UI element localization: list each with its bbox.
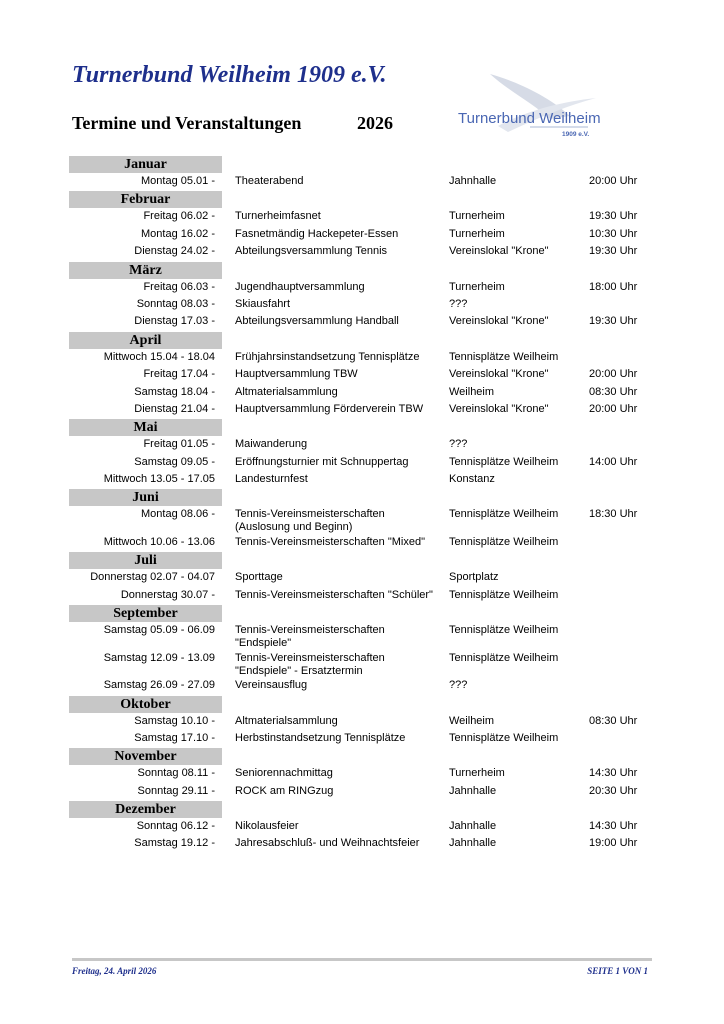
footer-date: Freitag, 24. April 2026: [72, 966, 157, 976]
month-name: Mai: [133, 420, 158, 436]
event-location: Tennisplätze Weilheim: [449, 350, 559, 363]
event-location: Tennisplätze Weilheim: [449, 731, 559, 744]
event-title-line: Abteilungsversammlung Tennis: [235, 245, 388, 258]
month-name: Juli: [134, 553, 157, 569]
event-date: Samstag 05.09 - 06.09: [103, 624, 215, 637]
month-header: [69, 332, 649, 349]
event-date: Sonntag 08.03 -: [136, 297, 215, 310]
event-time: 14:30 Uhr: [589, 820, 638, 833]
month-header: [69, 748, 649, 765]
event-date: Samstag 09.05 -: [134, 455, 215, 468]
event-title-line: Hauptversammlung TBW: [235, 368, 358, 381]
event-location: Sportplatz: [449, 571, 499, 584]
event-location: Vereinslokal "Krone": [449, 368, 549, 381]
event-time: 20:00 Uhr: [589, 368, 638, 381]
event-title-line: ROCK am RINGzug: [235, 784, 334, 797]
event-title-line: Tennis-Vereinsmeisterschaften "Mixed": [235, 535, 426, 548]
event-row: [69, 243, 649, 260]
month-name: Februar: [120, 192, 171, 208]
event-title-line: Tennis-Vereinsmeisterschaften "Schüler": [235, 588, 433, 601]
event-title-line: Herbstinstandsetzung Tennisplätze: [235, 731, 406, 744]
month-name: Dezember: [115, 802, 176, 818]
footer-page-number: SEITE 1 VON 1: [587, 966, 648, 976]
event-date: Mittwoch 15.04 - 18.04: [103, 350, 215, 363]
event-title-line: Theaterabend: [235, 175, 304, 187]
event-row: [69, 622, 649, 650]
month-name: Oktober: [120, 696, 171, 712]
month-section: [69, 489, 649, 551]
event-title-line: Hauptversammlung Förderverein TBW: [235, 402, 424, 415]
event-title-line: Tennis-Vereinsmeisterschaften: [235, 508, 385, 521]
event-date: Sonntag 06.12 -: [136, 820, 215, 833]
event-location: Tennisplätze Weilheim: [449, 624, 559, 637]
event-time: 20:00 Uhr: [589, 402, 638, 415]
event-date: Samstag 10.10 -: [134, 714, 215, 727]
event-title-line: Nikolausfeier: [235, 820, 299, 833]
event-title: [235, 837, 419, 850]
event-date: Samstag 26.09 - 27.09: [103, 679, 215, 692]
event-date: Montag 08.06 -: [141, 508, 215, 521]
event-location: Turnerheim: [449, 210, 505, 223]
event-title: [235, 679, 307, 692]
event-row: [69, 366, 649, 383]
event-location: Tennisplätze Weilheim: [449, 508, 559, 521]
event-time: 10:30 Uhr: [589, 227, 638, 240]
event-date: Montag 05.01 -: [141, 175, 215, 187]
event-time: 08:30 Uhr: [589, 385, 638, 398]
event-date: Freitag 17.04 -: [143, 368, 215, 381]
event-title: [235, 624, 385, 650]
event-location: Jahnhalle: [449, 175, 497, 187]
event-location: Turnerheim: [449, 767, 505, 780]
event-row: [69, 730, 649, 747]
event-date: Samstag 17.10 -: [134, 731, 215, 744]
event-title: [235, 456, 408, 469]
event-date: Samstag 18.04 -: [134, 385, 215, 398]
event-location: ???: [449, 438, 468, 451]
event-time: 18:30 Uhr: [589, 508, 638, 521]
event-title-line: Seniorennachmittag: [235, 767, 333, 780]
page-subtitle: [72, 113, 393, 134]
event-title-line: Skiausfahrt: [235, 297, 291, 310]
event-date: Dienstag 21.04 -: [134, 402, 215, 415]
event-title: [235, 589, 433, 602]
event-title: [235, 715, 338, 728]
month-name: März: [129, 262, 162, 278]
event-date: Donnerstag 30.07 -: [120, 588, 215, 601]
event-title: [235, 368, 358, 381]
month-name: April: [129, 332, 162, 348]
event-title-line: Jahresabschluß- und Weihnachtsfeier: [235, 837, 420, 850]
event-title-line: Fasnetmändig Hackepeter-Essen: [235, 227, 399, 240]
event-row: [69, 384, 649, 401]
event-date: Mittwoch 13.05 - 17.05: [103, 473, 215, 486]
logo-text: Turnerbund Weilheim: [458, 110, 601, 127]
event-time: 08:30 Uhr: [589, 714, 638, 727]
event-title-line: Jugendhauptversammlung: [235, 280, 365, 293]
event-date: Mittwoch 10.06 - 13.06: [103, 535, 215, 548]
event-title: [235, 228, 398, 241]
subtitle-text: Termine und Veranstaltungen: [72, 113, 302, 133]
event-title: [235, 210, 321, 223]
event-title: [235, 351, 419, 364]
event-date: Samstag 12.09 - 13.09: [103, 651, 215, 664]
event-location: Vereinslokal "Krone": [449, 315, 549, 328]
month-section: [69, 696, 649, 748]
month-name: Juni: [132, 490, 159, 506]
event-location: ???: [449, 679, 468, 692]
event-row: [69, 471, 649, 488]
event-location: Tennisplätze Weilheim: [449, 588, 559, 601]
event-row: [69, 313, 649, 330]
event-time: 20:00 Uhr: [589, 175, 638, 187]
event-title: [235, 820, 299, 833]
event-row: [69, 436, 649, 453]
event-time: 20:30 Uhr: [589, 784, 638, 797]
month-section: [69, 332, 649, 419]
event-time: 19:30 Uhr: [589, 210, 638, 223]
event-time: 14:30 Uhr: [589, 767, 638, 780]
event-title: [235, 536, 425, 549]
event-title-line: Maiwanderung: [235, 438, 308, 451]
event-row: [69, 454, 649, 471]
event-time: 19:00 Uhr: [589, 837, 638, 850]
month-header: [69, 419, 649, 436]
event-title: [235, 652, 385, 678]
event-row: [69, 835, 649, 852]
event-title-line: Turnerheimfasnet: [235, 210, 321, 223]
month-header: [69, 552, 649, 569]
event-date: Sonntag 08.11 -: [137, 767, 215, 780]
club-logo: [450, 72, 602, 144]
month-section: [69, 419, 649, 488]
event-location: Turnerheim: [449, 227, 505, 240]
event-title-line-2: (Auslosung und Beginn): [235, 521, 353, 534]
month-header: [69, 156, 649, 173]
event-schedule: [69, 155, 649, 853]
month-name: November: [114, 749, 177, 765]
month-header: [69, 489, 649, 506]
event-date: Dienstag 24.02 -: [134, 245, 215, 258]
event-title-line: Altmaterialsammlung: [235, 385, 338, 398]
event-location: Jahnhalle: [449, 837, 497, 850]
event-title: [235, 245, 387, 258]
month-header: [69, 696, 649, 713]
event-location: Jahnhalle: [449, 784, 497, 797]
event-title-line: Altmaterialsammlung: [235, 714, 338, 727]
event-title-line: Abteilungsversammlung Handball: [235, 315, 399, 328]
event-row: [69, 279, 649, 296]
event-date: Freitag 06.03 -: [143, 280, 215, 293]
event-row: [69, 677, 649, 694]
month-header: [69, 801, 649, 818]
month-name: Januar: [124, 157, 167, 172]
page-title: Turnerbund Weilheim 1909 e.V.: [72, 62, 387, 88]
event-row: [69, 173, 649, 190]
event-title: [235, 298, 290, 311]
event-date: Sonntag 29.11 -: [137, 784, 215, 797]
event-date: Donnerstag 02.07 - 04.07: [90, 571, 215, 584]
event-row: [69, 401, 649, 418]
event-title: [235, 767, 333, 780]
event-row: [69, 765, 649, 782]
event-date: Freitag 01.05 -: [143, 438, 215, 451]
footer-divider: [72, 958, 652, 961]
event-title-line: Vereinsausflug: [235, 679, 308, 692]
month-section: [69, 552, 649, 604]
event-location: Jahnhalle: [449, 820, 497, 833]
month-header: [69, 262, 649, 279]
event-location: Vereinslokal "Krone": [449, 402, 549, 415]
event-title: [235, 315, 399, 328]
event-title-line: Eröffnungsturnier mit Schnuppertag: [235, 455, 409, 468]
event-title-line: Landesturnfest: [235, 473, 308, 486]
month-section: [69, 605, 649, 694]
event-location: Tennisplätze Weilheim: [449, 651, 559, 664]
event-title: [235, 281, 365, 294]
event-row: [69, 569, 649, 586]
event-title: [235, 438, 307, 451]
event-time: 19:30 Uhr: [589, 245, 638, 258]
event-row: [69, 349, 649, 366]
event-row: [69, 534, 649, 551]
month-section: [69, 262, 649, 331]
event-time: 18:00 Uhr: [589, 280, 638, 293]
event-title: [235, 473, 308, 486]
event-title: [235, 732, 405, 745]
event-location: Weilheim: [449, 385, 495, 398]
event-location: ???: [449, 297, 468, 310]
event-time: 19:30 Uhr: [589, 315, 638, 328]
event-row: [69, 818, 649, 835]
event-title-line: Tennis-Vereinsmeisterschaften: [235, 651, 385, 664]
event-location: Weilheim: [449, 714, 495, 727]
event-title-line: Sporttage: [235, 571, 283, 584]
month-section: [69, 801, 649, 853]
month-header: [69, 605, 649, 622]
event-row: [69, 650, 649, 678]
event-date: Samstag 19.12 -: [134, 837, 215, 850]
month-section: [69, 191, 649, 260]
event-title: [235, 175, 304, 188]
event-location: Turnerheim: [449, 280, 505, 293]
event-row: [69, 208, 649, 225]
event-date: Freitag 06.02 -: [143, 210, 215, 223]
event-title: [235, 508, 385, 534]
event-title: [235, 785, 333, 798]
event-title: [235, 571, 283, 584]
month-section: [69, 156, 649, 190]
event-row: [69, 783, 649, 800]
event-row: [69, 296, 649, 313]
event-row: [69, 226, 649, 243]
month-header: [69, 191, 649, 208]
event-location: Tennisplätze Weilheim: [449, 535, 559, 548]
event-date: Dienstag 17.03 -: [134, 315, 215, 328]
event-title-line-2: "Endspiele": [235, 637, 292, 650]
event-row: [69, 713, 649, 730]
event-title: [235, 403, 423, 416]
event-title-line: Tennis-Vereinsmeisterschaften: [235, 624, 385, 637]
event-location: Konstanz: [449, 473, 495, 486]
logo-subtext: 1909 e.V.: [562, 131, 590, 138]
month-section: [69, 748, 649, 800]
month-name: September: [113, 606, 178, 622]
event-location: Vereinslokal "Krone": [449, 245, 549, 258]
event-title-line: Frühjahrsinstandsetzung Tennisplätze: [235, 350, 420, 363]
event-title-line-2: "Endspiele" - Ersatztermin: [235, 664, 363, 677]
event-row: [69, 587, 649, 604]
subtitle-year: 2026: [357, 113, 393, 133]
event-title: [235, 386, 338, 399]
event-location: Tennisplätze Weilheim: [449, 455, 559, 468]
event-row: [69, 506, 649, 534]
event-date: Montag 16.02 -: [141, 227, 215, 240]
event-time: 14:00 Uhr: [589, 455, 638, 468]
